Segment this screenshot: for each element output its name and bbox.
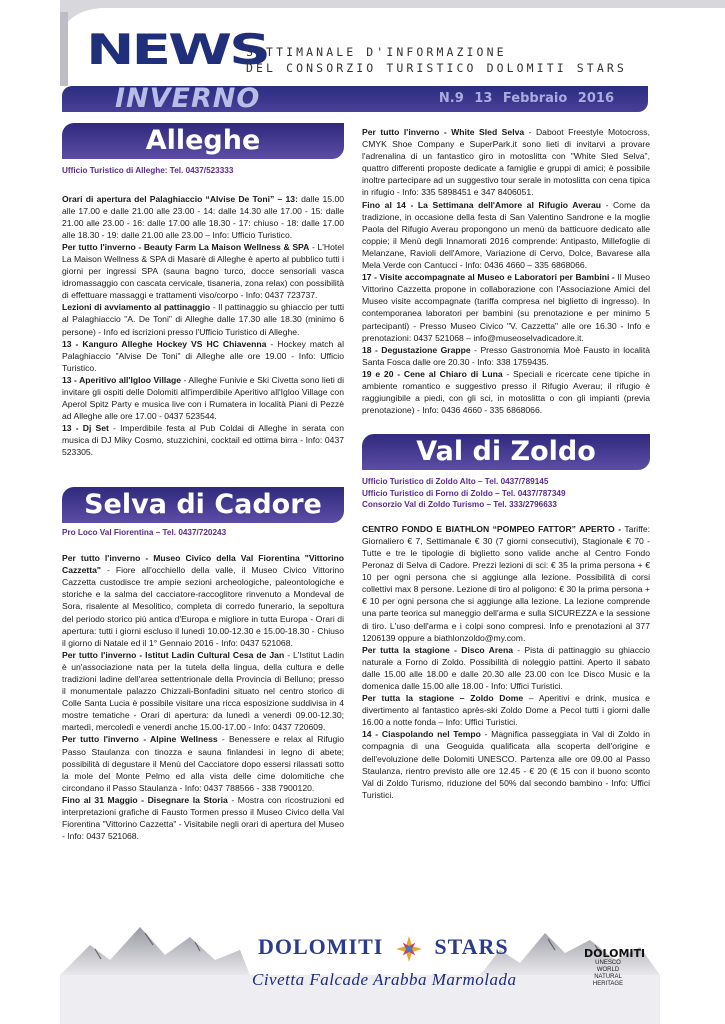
event-description: - Speciali e ricercate cene tipiche in ambiente romantico e suggestivo presso il Rifugio Averau; il rifugio è raggiungibile a piedi, con gli sci, in motoslitta o con gli impianti (previa prenotazione) - Info: 0436 4660 - 335 6868066. <box>362 368 650 416</box>
event-item <box>362 344 650 368</box>
event-heading: Per tutto l'inverno - Beauty Farm La Maison Wellness & SPA <box>62 241 310 252</box>
event-description: - Magnifica passeggiata in Val di Zoldo in compagnia di una Geoguida qualificata alla scoperta dell'origine e dell'evoluzione delle Dolomiti UNESCO. Partenza alle ore 09.00 al Passo Staulanza, rientro previsto alle ore 12.45 - € 20 (€ 15 con il buono sconto Val di Zoldo Turismo, riduzione del 50% dal secondo bambino - Info: Uffici Turistici. <box>362 729 650 800</box>
event-item <box>362 692 650 728</box>
event-item <box>62 338 344 374</box>
unesco-title: DOLOMITI <box>584 947 646 960</box>
event-heading: 14 - Ciaspolando nel Tempo <box>362 729 481 740</box>
alleghe-events-continued <box>362 126 650 416</box>
event-description: – Aperitivi e drink, musica e divertimento al fantastico après-ski Zoldo Dome a Pecol tutti i giorni dalle 16.00 a notte fonda – Info: Uffici Turistici. <box>362 693 650 728</box>
selva-events <box>62 552 344 842</box>
tagline-line-1: SETTIMANALE D'INFORMAZIONE <box>246 45 507 59</box>
zoldo-source: Ufficio Turistico di Forno di Zoldo – Tel. 0437/787349 <box>362 488 566 498</box>
event-item <box>362 728 650 801</box>
logo-stars-text: STARS <box>434 934 509 960</box>
event-item <box>362 199 650 272</box>
event-item <box>62 241 344 301</box>
event-description: - Come da tradizione, in occasione della festa di San Valentino Sandrone e la moglie Paola del Rifugio Averau propongono un menù da batticuore dedicato alle coppie; il Menù degli Innamorati 2016 comprende: Antipasto, Millefoglie di Melanzane, Ravioli dell'Amore, Variazione di Cervo, Dolce, Bavarese alla Mela Verde con Cantucci - Info: 0436 4660 – 335 6868066. <box>362 199 650 271</box>
event-item <box>62 794 344 842</box>
zoldo-events <box>362 523 650 801</box>
right-column <box>362 126 650 801</box>
alleghe-source: Ufficio Turistico di Alleghe: Tel. 0437/523333 <box>62 166 234 175</box>
event-heading: 18 - Degustazione Grappe <box>362 344 471 355</box>
event-description: - Il pattinaggio su ghiaccio per tutti al Palaghiaccio "A. De Toni" di Alleghe dalle 17.30 alle 18.30 (minimo 6 persone) - Info ed iscrizioni presso l'Ufficio Turistico di Alleghe. <box>62 302 345 337</box>
event-description: - Imperdibile festa al Pub Coldai di Alleghe in serata con musica di DJ Miky Cosmo, stuzzichini, cocktail ed ottima birra - Info: 0437 523305. <box>62 423 344 458</box>
alleghe-events <box>62 193 344 459</box>
unesco-subtitle: UNESCO WORLD NATURAL HERITAGE <box>592 960 624 987</box>
event-heading: 19 e 20 - Cene al Chiaro di Luna <box>362 368 503 379</box>
event-heading: Per tutta la stagione – Zoldo Dome <box>362 693 524 704</box>
event-item <box>362 644 650 692</box>
event-item <box>62 552 344 649</box>
event-heading: Fino al 31 Maggio - Disegnare la Storia <box>62 794 228 805</box>
event-heading: 13 - Dj Set <box>62 423 109 434</box>
event-description: - Daboot Freestyle Motocross, CMYK Shoe Company e SuperPark.it sono lieti di invitarvi a provare l'adrenalina di un fantastico giro in motoslitta con "White Sled Selva", quattro differenti proposte dedicate a famiglie e gruppi di amici; è possibile inoltre partecipare ad un suggestivo tour serale in motoslitta con cena tipica in rifugio - Info: 335 5898451 e 347 8406051. <box>362 127 650 198</box>
section-title-zoldo: Val di Zoldo <box>362 434 650 470</box>
event-heading: 13 - Aperitivo all'Igloo Village <box>62 374 182 385</box>
event-item <box>62 301 344 337</box>
event-description: - Alleghe Funivie e Ski Civetta sono lieti di invitare gli ospiti delle Dolomiti all'imperdibile Aperitivo all'Igloo Village con Aperol Spitz Party e musica live con i Rumatera in località Piani di Pezzè ad Alleghe alle ore 17.00 - 0437 523544. <box>62 374 344 422</box>
zoldo-source: Ufficio Turistico di Zoldo Alto – Tel. 0437/789145 <box>362 477 549 487</box>
event-description: - Pista di pattinaggio su ghiaccio naturale a Forno di Zoldo. Possibilità di noleggio pattini. Aperto il sabato dalle 15.00 alle 18.00 e dalle 20.30 alle 23.00 con Ice Disco Music e la domenica dalle 15.00 alle 18.00 - Info: Uffici Turistici. <box>362 644 650 691</box>
event-item <box>362 271 650 344</box>
season-title: INVERNO <box>115 83 261 114</box>
event-description: Tariffe: Giornaliero € 7, Settimanale € 30 (7 giorni consecutivi), Stagionale € 70 - Tutte e tre le tipologie di biglietto sono valide anche al Centro Fondo Peronaz di Selva di Cadore. Prezzi lezioni di sci: € 35 la prima persona + € 10 per ogni persona che si aggiunge alla lezione. Possibilità di corsi collettivi max 8 persone. Lezione di tiro al poligono: € 30 la prima persona + € 10 per ogni persona che si aggiunge alla lezione. La lezione comprende una parte teorica sul maneggio dell'arma e sulla SICUREZZA e la sessione di tiro. L'uso dell'arma e i colpi sono compresi. Info e prenotazioni al 377 1206139 oppure a biathlonzoldo@my.com. <box>362 523 650 643</box>
event-item <box>62 422 344 458</box>
tagline-line-2: DEL CONSORZIO TURISTICO DOLOMITI STARS <box>246 61 627 75</box>
event-heading: Lezioni di avviamento al pattinaggio <box>62 302 211 313</box>
section-title-selva: Selva di Cadore <box>62 487 344 523</box>
left-column <box>62 123 344 842</box>
event-description: - Fiore all'occhiello della valle, il Museo Civico Vittorino Cazzetta custodisce tre ampie sezioni archeologiche, paleontologiche e storiche e la salma del cacciatore-raccoglitore rinvenuto a Mondeval de Sora, risalente al Mesolitico, completa di corredo funerario, la sepoltura del periodo storico più antica d'Europa e migliore in tutta Europa - Orari di apertura: tutti i giorni escluso il lunedì 10.00-12.30 e 15.00-18.30 - Chiuso il giorno di Natale ed il 1° Gennaio 2016 - Info: 0437 521068. <box>62 565 344 648</box>
dolomiti-stars-logo <box>258 934 509 964</box>
event-item <box>362 368 650 416</box>
event-item <box>62 649 344 734</box>
logo-dolomiti-text: DOLOMITI <box>258 934 384 960</box>
issue-date: N.9 13 Febbraio 2016 <box>438 91 614 106</box>
event-heading: CENTRO FONDO E BIATHLON “POMPEO FATTOR” APERTO - <box>362 523 622 534</box>
selva-source: Pro Loco Val Fiorentina – Tel. 0437/720243 <box>62 527 227 537</box>
event-item <box>362 126 650 199</box>
event-description: - Hockey match al Palaghiaccio "Alvise De Toni" di Alleghe alle ore 19.00 - Info: Ufficio Turistico. <box>62 338 344 373</box>
event-description: - Mostra con ricostruzioni ed interpretazioni grafiche di Fausto Tormen presso il Museo Civico della Val Fiorentina "Vittorino Cazzetta" - Visitabile negli orari di apertura del Museo - Info: 0437 521068. <box>62 794 345 842</box>
resort-towns: Civetta Falcade Arabba Marmolada <box>252 970 517 989</box>
event-heading: Per tutto l'inverno - Museo Civico della Val Fiorentina "Vittorino Cazzetta" <box>62 553 344 576</box>
event-description: - L'Hotel La Maison Wellness & SPA di Masarè di Alleghe è aperto al pubblico tutti i giorni per ingressi SPA (sauna bagno turco, docce sensoriali vasca idromassaggio con cascata cervicale, tisaneria, zona relax) con possibilità di effettuare massaggi e trattamenti viso/corpo - Info: 0437 723737. <box>62 241 344 301</box>
star-burst-icon <box>392 934 426 964</box>
event-description: Il Museo Vittorino Cazzetta propone in collaborazione con l'Associazione Amici del Museo visite accompagnate (tariffa compresa nel biglietto di ingresso). In contemporanea laboratori per bambini (su prenotazione e per minimo 5 partecipanti) - Presso Museo Civico "V. Cazzetta" alle ore 16.30 - Info e prenotazioni: 0437 521068 – info@museoselvadicadore.it. <box>362 272 650 343</box>
event-heading: Per tutto l'inverno - White Sled Selva <box>362 127 525 137</box>
event-heading: 13 - Kanguro Alleghe Hockey VS HC Chiavenna <box>62 338 267 349</box>
event-heading: 17 - Visite accompagnate al Museo e Laboratori per Bambini - <box>362 272 615 283</box>
event-heading: Fino al 14 - La Settimana dell'Amore al Rifugio Averau <box>362 199 602 210</box>
zoldo-source: Consorzio Val di Zoldo Turismo – Tel. 333/2796633 <box>362 500 557 510</box>
event-description: dalle 15.00 alle 17.00 e dalle 21.00 alle 23.00 - 14: dalle 14.30 alle 17.00 - 15: dalle 21.00 alle 23.00 - 16: dalle 17.00 alle 18.30 - 17: chiuso - 18: dalle 17.00 alle 18.30 - 19: dalle 21.00 alle 23.00 – Info: Ufficio Turistico. <box>62 193 345 240</box>
event-item <box>62 193 344 241</box>
section-title-alleghe: Alleghe <box>62 123 344 159</box>
event-heading: Per tutta la stagione - Disco Arena <box>362 644 513 655</box>
event-heading: Per tutto l'inverno - Alpine Wellness <box>62 734 218 745</box>
event-heading: Orari di apertura del Palaghiaccio “Alvise De Toni” – 13: <box>62 193 298 204</box>
zoldo-sources <box>362 476 650 511</box>
unesco-badge <box>584 947 646 988</box>
event-description: - Presso Gastronomia Moè Fausto in località Santa Fosca dalle ore 20.30 - Info: 338 1759435. <box>362 344 650 367</box>
event-item <box>362 523 650 644</box>
event-description: - Benessere e relax al Rifugio Passo Staulanza con tinozza e sauna finlandesi in legno di abete; possibilità di degustare il Menù del Cacciatore dopo essersi rilassati sotto la mole del Monte Pelmo ed alla vista delle cime dolomitiche che circondano il Passo Staulanza - Info: 0437 788566 - 338 7900120. <box>62 734 344 793</box>
news-logo: NEWS <box>86 25 268 75</box>
event-heading: Per tutto l'inverno - Istitut Ladin Cultural Cesa de Jan <box>62 649 285 660</box>
event-item <box>62 733 344 793</box>
event-item <box>62 374 344 422</box>
event-description: - L'Istitut Ladin è un'associazione nata per la tutela della lingua, della cultura e delle tradizioni ladine dell'area settentrionale della Provincia di Belluno; presso il monumentale palazzo Chizzali-Bonfadini situato nel centro storico di Colle Santa Lucia è possibile visitare una ricca esposizione suddivisa in 4 mostre tematiche - Orari di apertura: da lunedì a venerdì 09.00-12.30; martedì, mercoledì e venerdì anche 15.00-17.00 - Info: 0437 720609. <box>62 649 344 733</box>
